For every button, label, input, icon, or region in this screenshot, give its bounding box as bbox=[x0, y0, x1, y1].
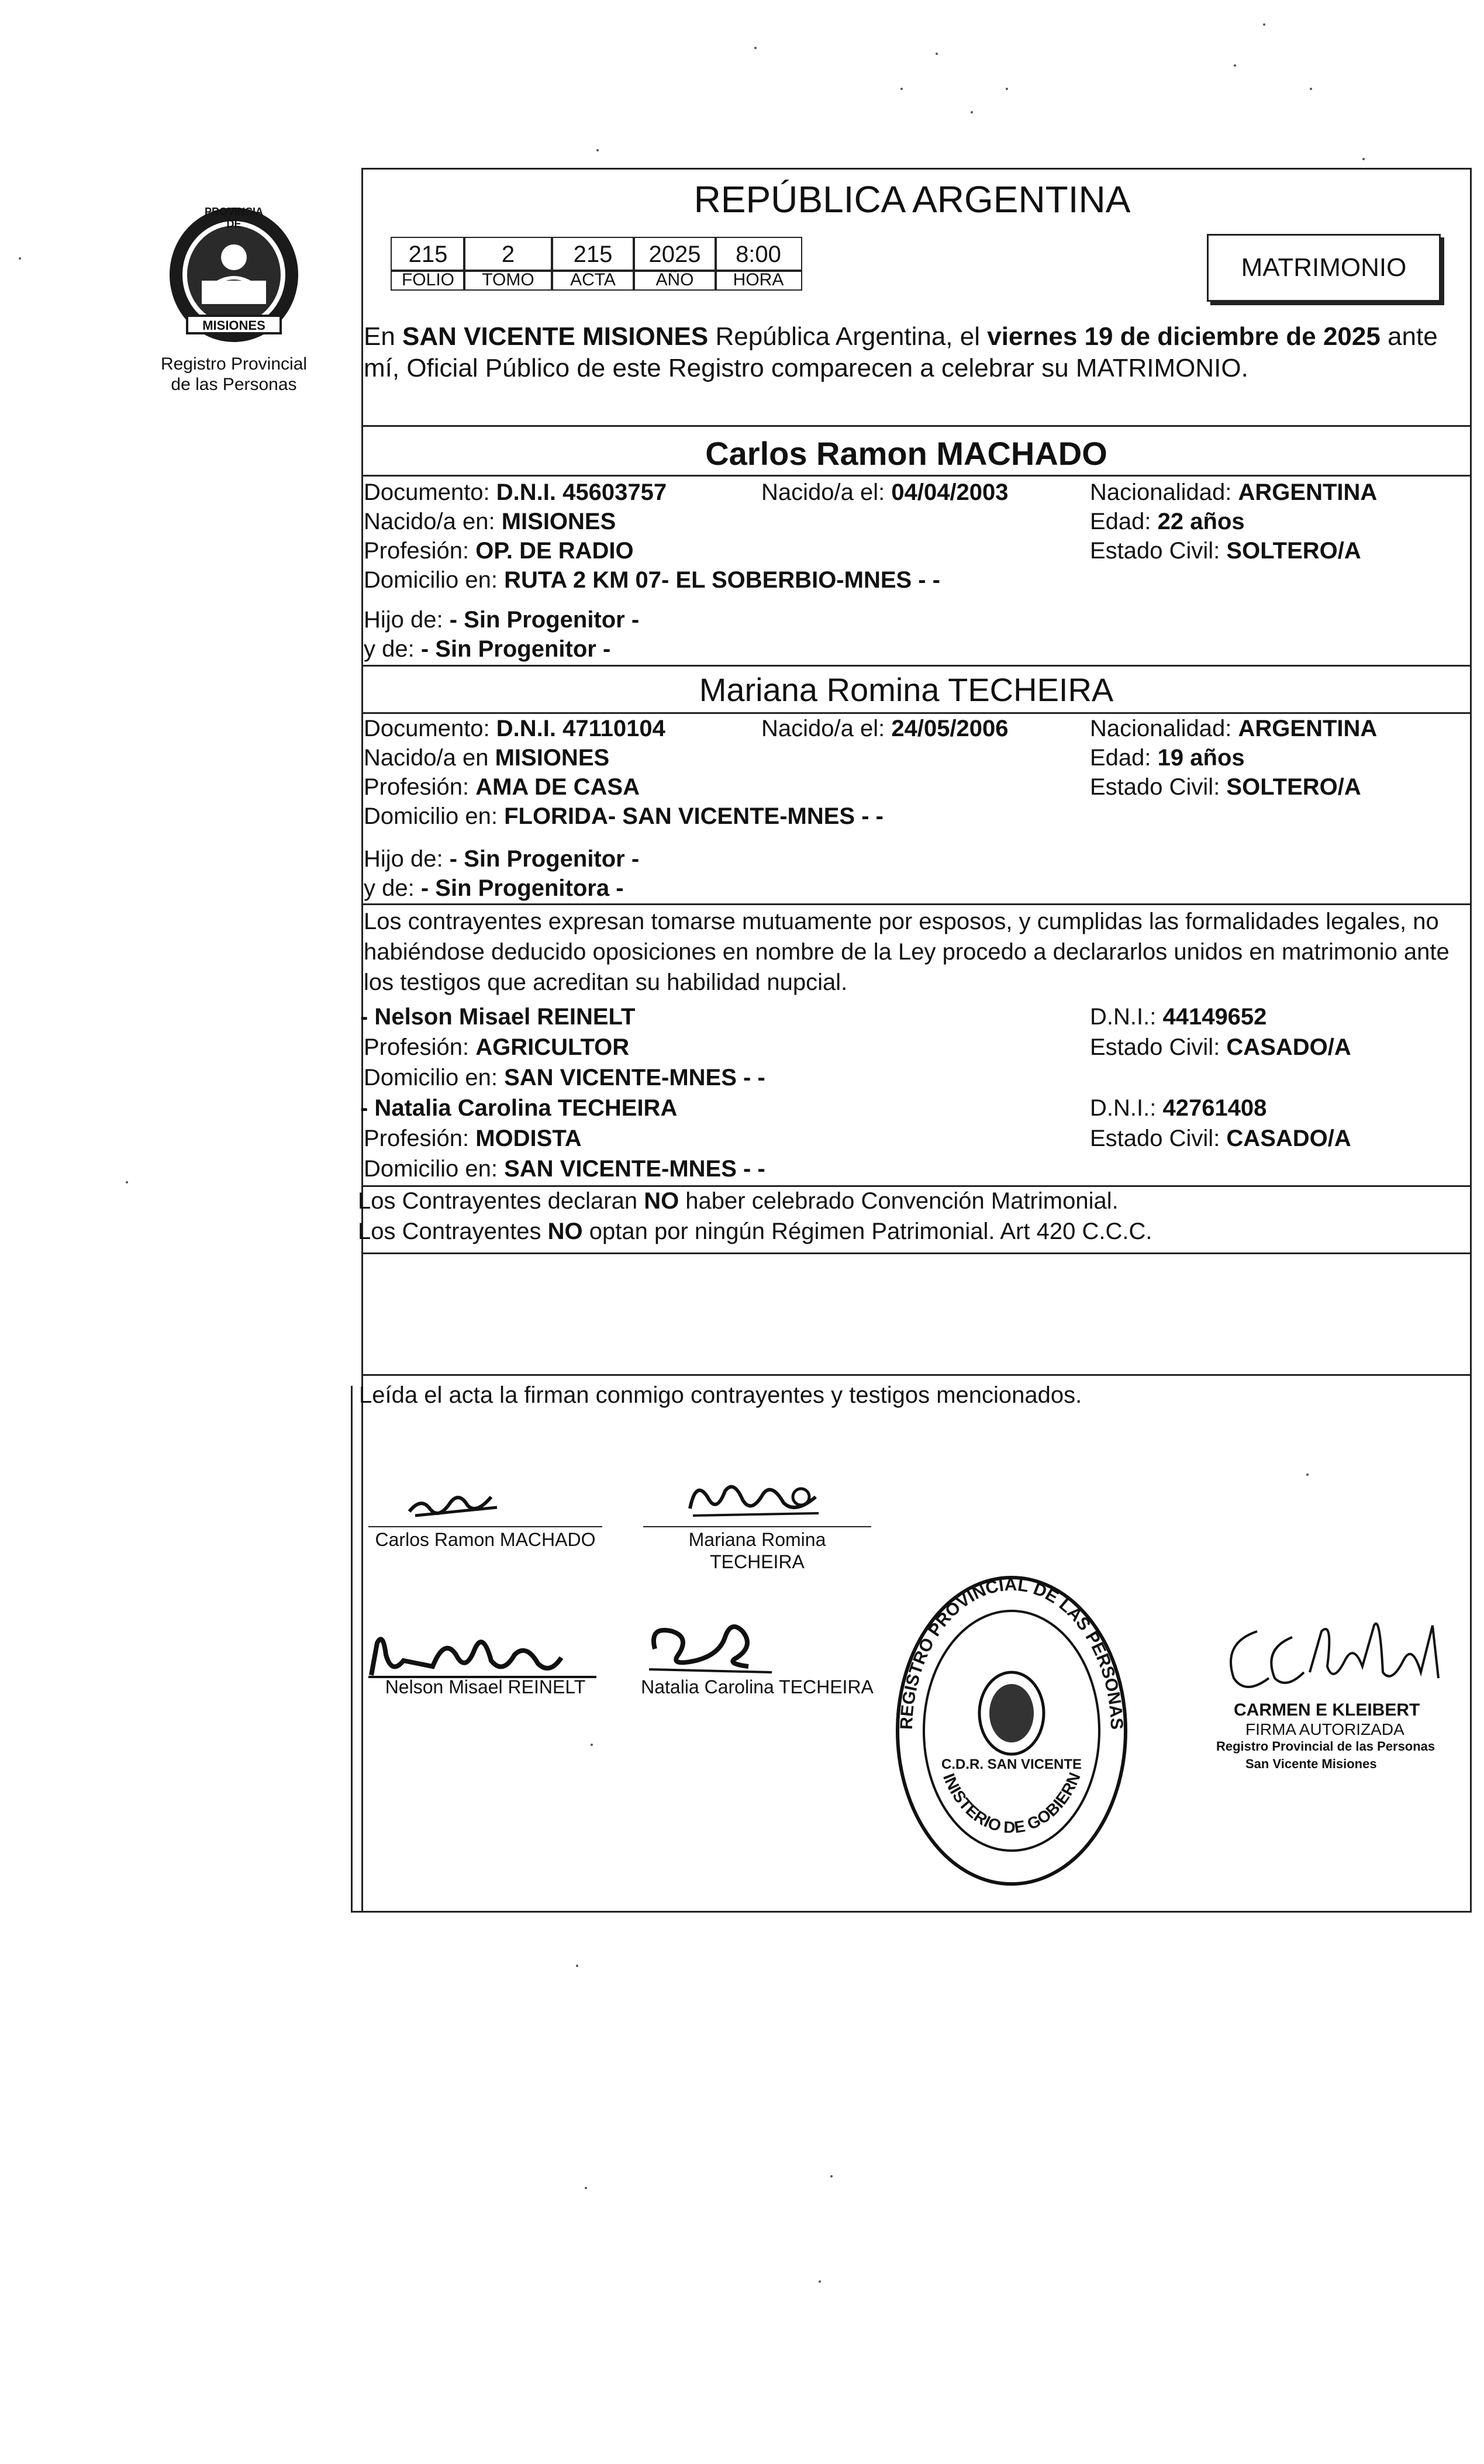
bride-age: Edad: 19 años bbox=[1090, 745, 1245, 771]
bride-civil-status: Estado Civil: SOLTERO/A bbox=[1090, 774, 1361, 800]
intro-line-2: mí, Oficial Público de este Registro comparecen a celebrar su MATRIMONIO. bbox=[364, 354, 1248, 382]
hora-value: 8:00 bbox=[715, 237, 802, 272]
witness-2-profession: Profesión: MODISTA bbox=[364, 1126, 582, 1151]
document-title: REPÚBLICA ARGENTINA bbox=[693, 178, 1131, 220]
witness-1-profession: Profesión: AGRICULTOR bbox=[364, 1034, 630, 1060]
regime-line-1: Los Contrayentes declaran NO haber celebrado Convención Matrimonial. bbox=[358, 1188, 1119, 1214]
witness-2-civil-status: Estado Civil: CASADO/A bbox=[1090, 1126, 1351, 1151]
witness-1-address: Domicilio en: SAN VICENTE-MNES - - bbox=[364, 1065, 765, 1090]
groom-name: Carlos Ramon MACHADO bbox=[705, 435, 1107, 472]
bride-profession: Profesión: AMA DE CASA bbox=[364, 774, 640, 800]
witness-1-dni: D.N.I.: 44149652 bbox=[1090, 1004, 1267, 1030]
logo-name-top: PROVINCIA DE bbox=[204, 206, 263, 230]
groom-age: Edad: 22 años bbox=[1090, 509, 1245, 534]
groom-profession: Profesión: OP. DE RADIO bbox=[364, 538, 634, 564]
witness-2-signature-icon bbox=[637, 1608, 778, 1684]
bride-parent-1: Hijo de: - Sin Progenitor - bbox=[364, 846, 640, 872]
groom-document: Documento: D.N.I. 45603757 bbox=[364, 479, 667, 505]
stamp-bottom-text: INISTERIO DE GOBIERN bbox=[940, 1769, 1084, 1837]
stamp-inner-text: C.D.R. SAN VICENTE bbox=[941, 1756, 1082, 1772]
bride-name: Mariana Romina TECHEIRA bbox=[699, 671, 1114, 708]
logo-caption-line2: de las Personas bbox=[171, 375, 297, 394]
official-place: San Vicente Misiones bbox=[1245, 1756, 1377, 1771]
official-stamp bbox=[889, 1573, 1134, 1889]
folio-value: 215 bbox=[391, 237, 465, 272]
groom-signature-label: Carlos Ramon MACHADO bbox=[375, 1529, 596, 1550]
groom-signature-icon bbox=[403, 1479, 503, 1526]
official-signature-icon bbox=[1216, 1608, 1462, 1702]
witness-2-address: Domicilio en: SAN VICENTE-MNES - - bbox=[364, 1156, 765, 1182]
official-office: Registro Provincial de las Personas bbox=[1216, 1739, 1435, 1754]
folio-label: FOLIO bbox=[391, 270, 465, 291]
declaration-line-3: los testigos que acreditan su habilidad nupcial. bbox=[364, 969, 848, 995]
hora-label: HORA bbox=[715, 270, 802, 291]
official-name: CARMEN E KLEIBERT bbox=[1234, 1700, 1420, 1720]
stamp-seal-icon bbox=[889, 1573, 1134, 1889]
groom-birthplace: Nacido/a en: MISIONES bbox=[364, 509, 616, 534]
bride-birthplace: Nacido/a en MISIONES bbox=[364, 745, 610, 771]
logo-name-bottom: MISIONES bbox=[202, 318, 265, 333]
intro-line-1: En SAN VICENTE MISIONES República Argentina, el viernes 19 de diciembre de 2025 ante bbox=[364, 322, 1438, 351]
logo-caption-line1: Registro Provincial bbox=[160, 354, 308, 374]
closing-text: Leída el acta la firman conmigo contrayentes y testigos mencionados. bbox=[359, 1382, 1082, 1408]
witness-2-dni: D.N.I.: 42761408 bbox=[1090, 1095, 1267, 1121]
official-role: FIRMA AUTORIZADA bbox=[1245, 1720, 1404, 1738]
groom-birthdate: Nacido/a el: 04/04/2003 bbox=[761, 479, 1009, 505]
acta-label: ACTA bbox=[551, 270, 635, 291]
anio-value: 2025 bbox=[633, 237, 717, 272]
groom-civil-status: Estado Civil: SOLTERO/A bbox=[1090, 538, 1361, 564]
act-type-label: MATRIMONIO bbox=[1241, 253, 1407, 282]
groom-parent-2: y de: - Sin Progenitor - bbox=[364, 636, 611, 662]
act-type-box bbox=[1207, 234, 1441, 302]
tomo-label: TOMO bbox=[463, 270, 553, 291]
bride-parent-2: y de: - Sin Progenitora - bbox=[364, 875, 624, 901]
declaration-line-1: Los contrayentes expresan tomarse mutuamente por esposos, y cumplidas las formalidades legales, no bbox=[364, 909, 1439, 934]
stamp-outer-text: REGISTRO PROVINCIAL DE LAS PERSONAS bbox=[896, 1575, 1127, 1730]
witness-1-civil-status: Estado Civil: CASADO/A bbox=[1090, 1034, 1351, 1060]
tomo-value: 2 bbox=[463, 237, 553, 272]
bride-address: Domicilio en: FLORIDA- SAN VICENTE-MNES - - bbox=[364, 803, 884, 829]
witness-2-signature-label: Natalia Carolina TECHEIRA bbox=[641, 1676, 874, 1697]
acta-value: 215 bbox=[551, 237, 635, 272]
witness-1-signature-label: Nelson Misael REINELT bbox=[385, 1676, 586, 1697]
bride-signature-label-1: Mariana Romina bbox=[688, 1529, 826, 1550]
declaration-line-2: habiéndose deducido oposiciones en nombre de la Ley procedo a declararlos unidos en matrimonio ante bbox=[364, 939, 1450, 965]
bride-document: Documento: D.N.I. 47110104 bbox=[364, 716, 665, 741]
bride-signature-label-2: TECHEIRA bbox=[710, 1551, 805, 1572]
bride-birthdate: Nacido/a el: 24/05/2006 bbox=[761, 716, 1009, 741]
witness-1-signature-icon bbox=[363, 1620, 608, 1684]
anio-label: AÑO bbox=[633, 270, 717, 291]
regime-line-2: Los Contrayentes NO optan por ningún Régimen Patrimonial. Art 420 C.C.C. bbox=[358, 1219, 1152, 1244]
witness-2-name: - Natalia Carolina TECHEIRA bbox=[360, 1095, 678, 1121]
groom-parent-1: Hijo de: - Sin Progenitor - bbox=[364, 607, 640, 633]
bride-signature-icon bbox=[684, 1473, 824, 1526]
groom-nationality: Nacionalidad: ARGENTINA bbox=[1090, 479, 1378, 505]
groom-address: Domicilio en: RUTA 2 KM 07- EL SOBERBIO-MNES - - bbox=[364, 567, 941, 593]
registry-logo bbox=[146, 193, 322, 351]
witness-1-name: - Nelson Misael REINELT bbox=[360, 1004, 636, 1030]
bride-nationality: Nacionalidad: ARGENTINA bbox=[1090, 716, 1378, 741]
